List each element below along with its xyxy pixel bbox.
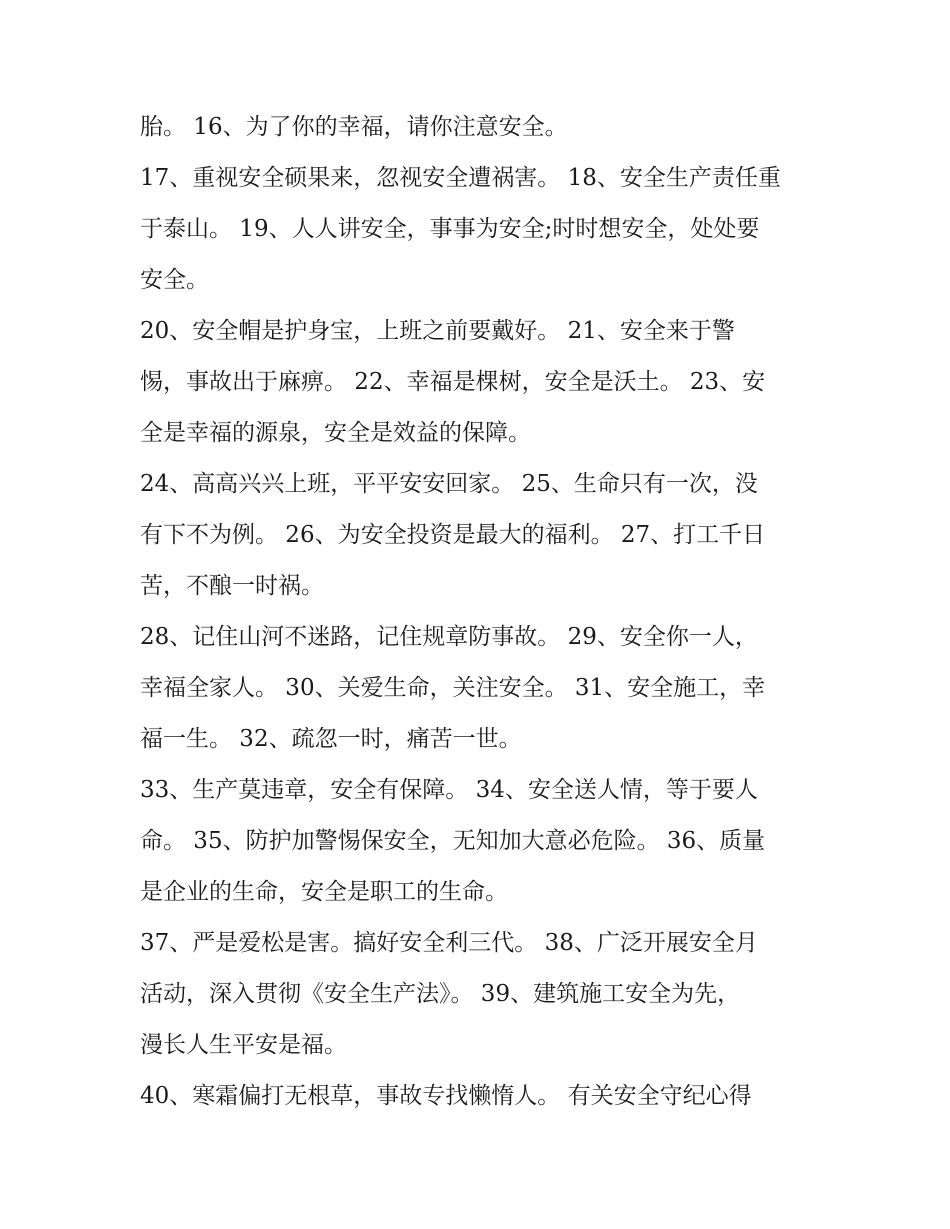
text-line-13: 福一生。 32、疏忽一时，痛苦一世。 — [140, 726, 522, 752]
text-line-14: 33、生产莫违章，安全有保障。 34、安全送人情，等于要人 — [140, 777, 758, 803]
text-line-11: 28、记住山河不迷路，记住规章防事故。 29、安全你一人， — [140, 624, 758, 650]
text-line-2: 17、重视安全硕果来，忽视安全遭祸害。 18、安全生产责任重 — [140, 165, 781, 191]
text-line-10: 苦，不酿一时祸。 — [140, 573, 324, 599]
text-line-8: 24、高高兴兴上班，平平安安回家。 25、生命只有一次，没 — [140, 471, 758, 497]
text-line-9: 有下不为例。 26、为安全投资是最大的福利。 27、打工千日 — [140, 522, 766, 548]
text-line-20: 40、寒霜偏打无根草，事故专找懒惰人。 有关安全守纪心得 — [140, 1083, 752, 1109]
text-line-18: 活动，深入贯彻《安全生产法》。 39、建筑施工安全为先， — [140, 981, 741, 1007]
text-line-19: 漫长人生平安是福。 — [140, 1032, 347, 1058]
text-line-16: 是企业的生命，安全是职工的生命。 — [140, 879, 508, 905]
text-line-1: 胎。 16、为了你的幸福，请你注意安全。 — [140, 114, 568, 140]
text-line-12: 幸福全家人。 30、关爱生命，关注安全。 31、安全施工，幸 — [140, 675, 766, 701]
text-line-7: 全是幸福的源泉，安全是效益的保障。 — [140, 420, 531, 446]
text-line-17: 37、严是爱松是害。搞好安全利三代。 38、广泛开展安全月 — [140, 930, 758, 956]
text-line-3: 于泰山。 19、人人讲安全，事事为安全;时时想安全，处处要 — [140, 216, 760, 242]
text-line-4: 安全。 — [140, 267, 209, 293]
text-line-15: 命。 35、防护加警惕保安全，无知加大意必危险。 36、质量 — [140, 828, 766, 854]
document-body — [140, 102, 820, 1122]
text-line-5: 20、安全帽是护身宝，上班之前要戴好。 21、安全来于警 — [140, 318, 735, 344]
text-line-6: 惕，事故出于麻痹。 22、幸福是棵树，安全是沃土。 23、安 — [140, 369, 766, 395]
